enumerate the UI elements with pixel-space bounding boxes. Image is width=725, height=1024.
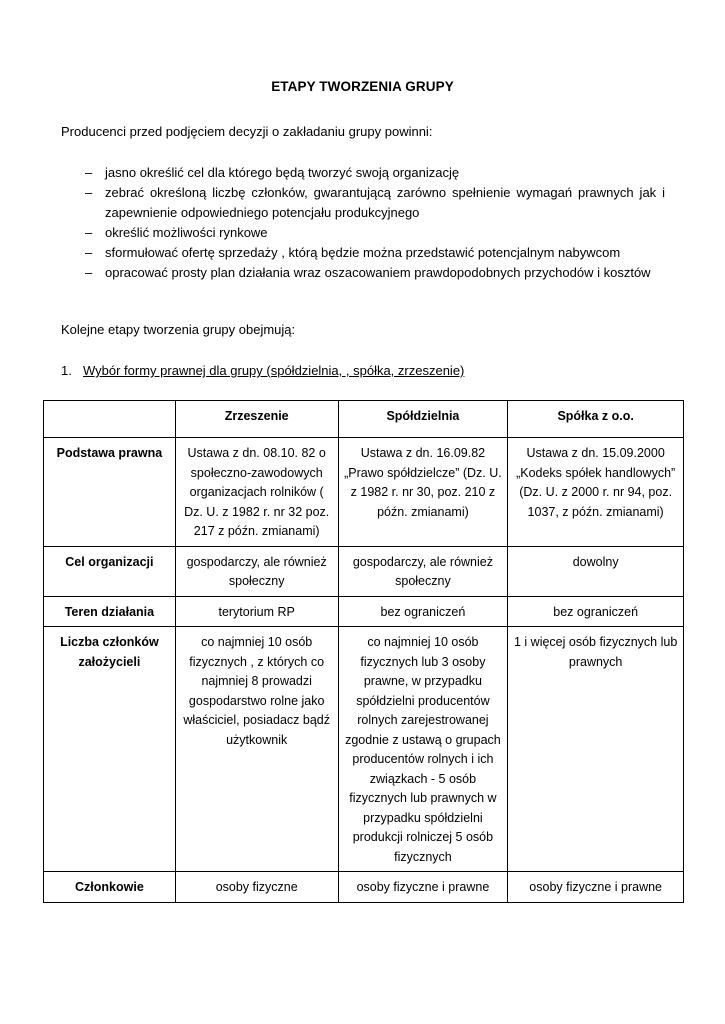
list-item-text: jasno określić cel dla którego będą tworzyć swoją organizację (105, 165, 460, 180)
table-corner-cell (44, 401, 176, 438)
list-item-text: zebrać określoną liczbę członków, gwarantującą zarówno spełnienie wymagań prawnych jak i zapewnienie odpowiedniego potencjału produkcyjnego (105, 185, 665, 220)
table-cell: bez ograniczeń (508, 596, 684, 627)
dash-bullet: – (85, 265, 93, 280)
row-header: Cel organizacji (44, 546, 176, 596)
page-title: ETAPY TWORZENIA GRUPY (271, 79, 454, 94)
list-item (85, 223, 665, 243)
row-header: Członkowie (44, 872, 176, 903)
stages-intro: Kolejne etapy tworzenia grupy obejmują: (61, 322, 296, 337)
table-cell: dowolny (508, 546, 684, 596)
table-header-row (44, 401, 684, 438)
table-cell: Ustawa z dn. 08.10. 82 o społeczno-zawodowych organizacjach rolników ( Dz. U. z 1982 r. nr 32 poz. 217 z późn. zmianami) (175, 438, 338, 547)
table-row (44, 438, 684, 547)
dash-bullet: – (85, 185, 93, 200)
list-item (85, 263, 665, 283)
table-row (44, 872, 684, 903)
row-header: Podstawa prawna (44, 438, 176, 547)
column-header: Zrzeszenie (175, 401, 338, 438)
table-cell: Ustawa z dn. 16.09.82 „Prawo spółdzielcze” (Dz. U. z 1982 r. nr 30, poz. 210 z późn. zmianami) (338, 438, 508, 547)
dash-bullet: – (85, 225, 93, 240)
table-cell: bez ograniczeń (338, 596, 508, 627)
table-cell: osoby fizyczne (175, 872, 338, 903)
row-header: Liczba członków założycieli (44, 627, 176, 872)
list-item (85, 243, 665, 263)
list-item-text: określić możliwości rynkowe (105, 225, 268, 240)
list-item-text: opracować prosty plan działania wraz oszacowaniem prawdopodobnych przychodów i kosztów (105, 265, 651, 280)
table-cell: gospodarczy, ale również społeczny (175, 546, 338, 596)
row-header: Teren działania (44, 596, 176, 627)
step-heading (61, 363, 464, 378)
column-header: Spółka z o.o. (508, 401, 684, 438)
table-cell: Ustawa z dn. 15.09.2000 „Kodeks spółek handlowych” (Dz. U. z 2000 r. nr 94, poz. 1037, z późn. zmianami) (508, 438, 684, 547)
column-header: Spółdzielnia (338, 401, 508, 438)
table-row (44, 596, 684, 627)
table-cell: osoby fizyczne i prawne (338, 872, 508, 903)
table-row (44, 627, 684, 872)
table-cell: co najmniej 10 osób fizycznych lub 3 osoby prawne, w przypadku spółdzielni producentów rolnych zarejestrowanej zgodnie z ustawą o grupach producentów rolnych i ich związkach - 5 osób fizycznych lub prawnych w przypadku spółdzielni produkcji rolniczej 5 osób fizycznych (338, 627, 508, 872)
table-row (44, 546, 684, 596)
list-item-text: sformułować ofertę sprzedaży , którą będzie można przedstawić potencjalnym nabywcom (105, 245, 621, 260)
table-cell: 1 i więcej osób fizycznych lub prawnych (508, 627, 684, 872)
dash-bullet: – (85, 165, 93, 180)
table-cell: osoby fizyczne i prawne (508, 872, 684, 903)
comparison-table (43, 400, 684, 903)
step-number: 1. (61, 363, 72, 378)
table-cell: gospodarczy, ale również społeczny (338, 546, 508, 596)
table-cell: terytorium RP (175, 596, 338, 627)
list-item (85, 183, 665, 223)
table-cell: co najmniej 10 osób fizycznych , z których co najmniej 8 prowadzi gospodarstwo rolne jako właściciel, posiadacz bądź użytkownik (175, 627, 338, 872)
intro-paragraph: Producenci przed podjęciem decyzji o zakładaniu grupy powinni: (61, 124, 433, 139)
requirements-list (85, 163, 665, 283)
step-text: Wybór formy prawnej dla grupy (spółdzielnia, , spółka, zrzeszenie) (83, 363, 465, 378)
list-item (85, 163, 665, 183)
dash-bullet: – (85, 245, 93, 260)
